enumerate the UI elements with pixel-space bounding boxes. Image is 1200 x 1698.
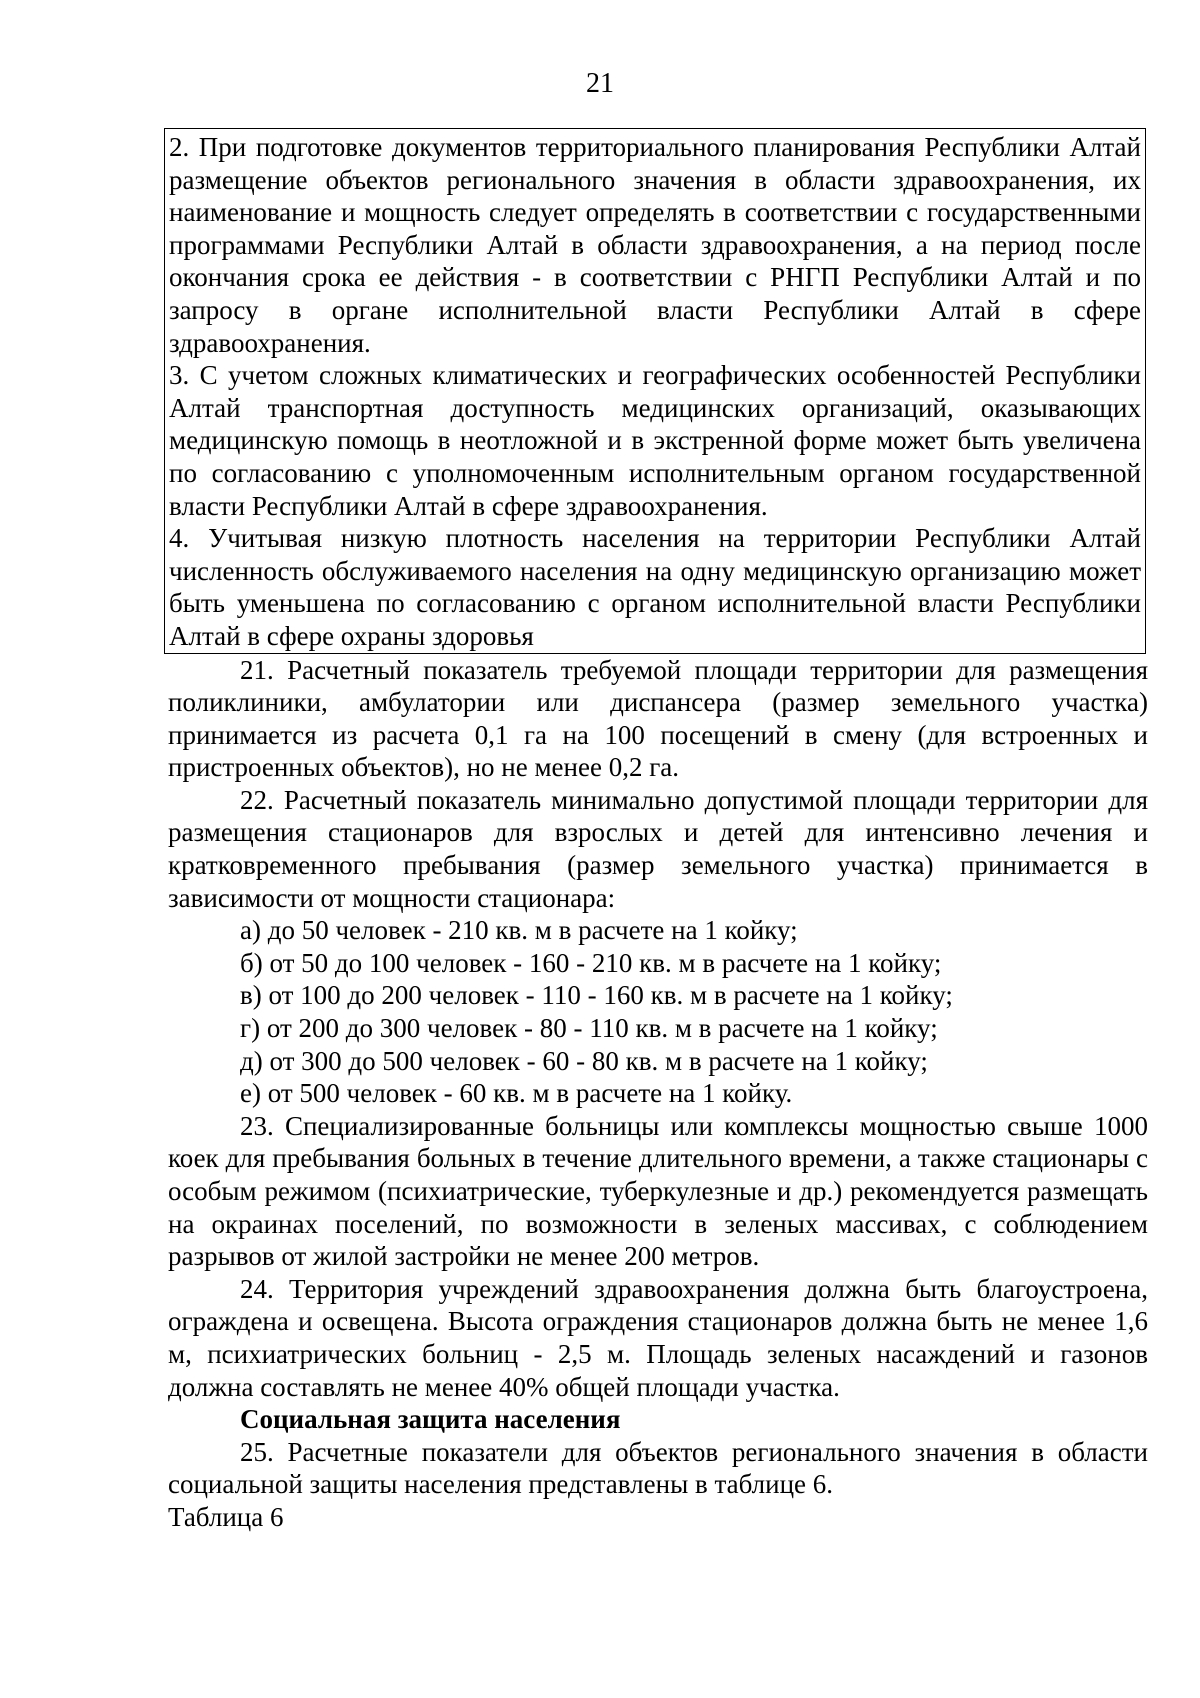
note-item: 4. Учитывая низкую плотность населения на территории Республики Алтай численность обслуживаемого населения на одну медицинскую организацию может быть уменьшена по согласованию с органом исполнительной власти Республики Алтай в сфере охраны здоровья	[169, 523, 1141, 651]
section-heading: Социальная защита населения	[240, 1404, 621, 1435]
bed-area-list	[168, 914, 1148, 1110]
list-item: а) до 50 человек - 210 кв. м в расчете на 1 койку;	[240, 915, 798, 946]
paragraph-21: 21. Расчетный показатель требуемой площади территории для размещения поликлиники, амбулатории или диспансера (размер земельного участка) принимается из расчета 0,1 га на 100 посещений в смену (для встроенных и пристроенных объектов), но не менее 0,2 га.	[168, 654, 1148, 783]
list-item: б) от 50 до 100 человек - 160 - 210 кв. м в расчете на 1 койку;	[240, 947, 942, 978]
paragraph-22: 22. Расчетный показатель минимально допустимой площади территории для размещения стационаров для взрослых и детей для интенсивно лечения и кратковременного пребывания (размер земельного участка) принимается в зависимости от мощности стационара:	[168, 784, 1148, 913]
note-item: 3. С учетом сложных климатических и географических особенностей Республики Алтай транспортная доступность медицинских организаций, оказывающих медицинскую помощь в неотложной и в экстренной форме может быть увеличена по согласованию с уполномоченным исполнительным органом государственной власти Республики Алтай в сфере здравоохранения.	[169, 360, 1141, 521]
list-item: д) от 300 до 500 человек - 60 - 80 кв. м в расчете на 1 койку;	[240, 1045, 928, 1076]
page-number: 21	[586, 68, 614, 99]
table-caption: Таблица 6	[168, 1501, 284, 1532]
list-item: в) от 100 до 200 человек - 110 - 160 кв. м в расчете на 1 койку;	[240, 980, 953, 1011]
list-item: г) от 200 до 300 человек - 80 - 110 кв. м в расчете на 1 койку;	[240, 1013, 938, 1044]
paragraph-25: 25. Расчетные показатели для объектов регионального значения в области социальной защиты населения представлены в таблице 6.	[168, 1436, 1148, 1500]
document-body	[168, 128, 1148, 1534]
paragraph-24: 24. Территория учреждений здравоохранения должна быть благоустроена, ограждена и освещена. Высота ограждения стационаров должна быть не менее 1,6 м, психиатрических больниц - 2,5 м. Площадь зеленых насаждений и газонов должна составлять не менее 40% общей площади участка.	[168, 1273, 1148, 1402]
note-box	[164, 128, 1146, 654]
list-item: е) от 500 человек - 60 кв. м в расчете на 1 койку.	[240, 1078, 793, 1109]
paragraph-23: 23. Специализированные больницы или комплексы мощностью свыше 1000 коек для пребывания больных в течение длительного времени, а также стационары с особым режимом (психиатрические, туберкулезные и др.) рекомендуется размещать на окраинах поселений, по возможности в зеленых массивах, с соблюдением разрывов от жилой застройки не менее 200 метров.	[168, 1110, 1148, 1272]
note-item: 2. При подготовке документов территориального планирования Республики Алтай размещение объектов регионального значения в области здравоохранения, их наименование и мощность следует определять в соответствии с государственными программами Республики Алтай в области здравоохранения, а на период после окончания срока ее действия - в соответствии с РНГП Республики Алтай и по запросу в органе исполнительной власти Республики Алтай в сфере здравоохранения.	[169, 132, 1141, 358]
